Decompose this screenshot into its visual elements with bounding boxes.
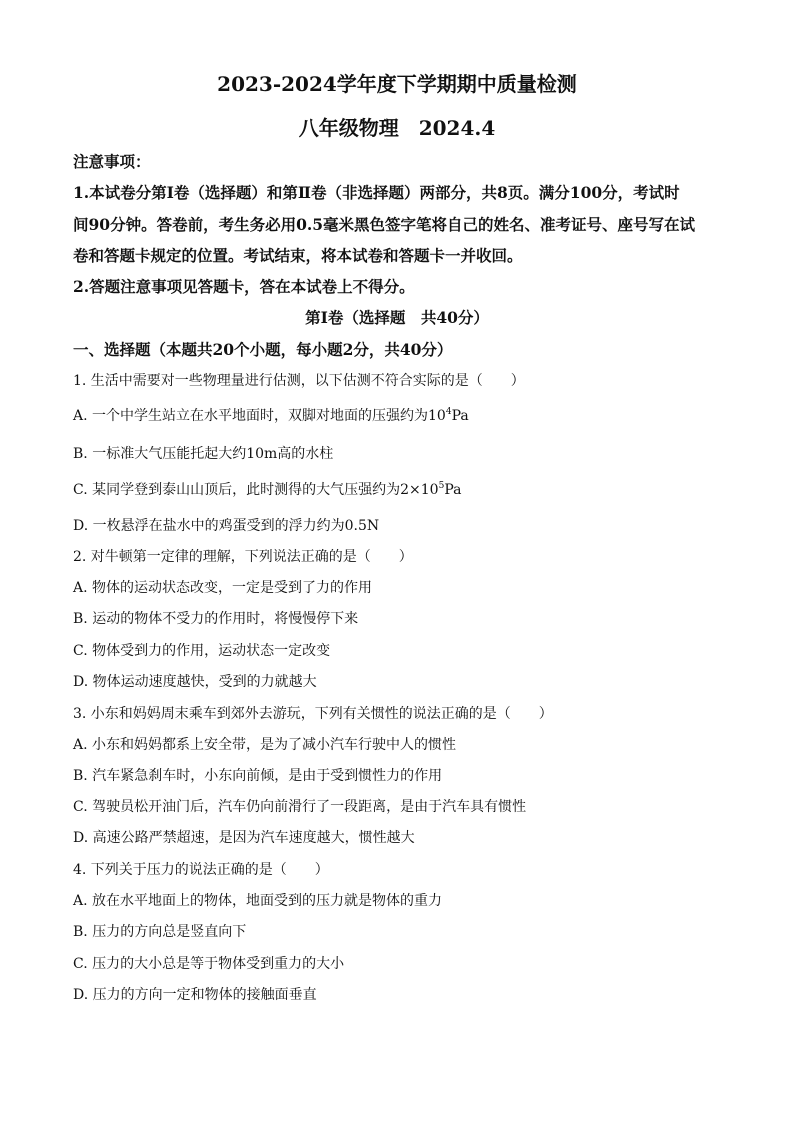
question-3-stem: 3. 小东和妈妈周末乘车到郊外去游玩，下列有关惯性的说法正确的是（ ） bbox=[73, 706, 553, 722]
exam-title: 2023-2024学年度下学期期中质量检测 bbox=[217, 72, 577, 96]
question-1-option-a bbox=[73, 405, 469, 425]
question-2-option-b: B. 运动的物体不受力的作用时，将慢慢停下来 bbox=[73, 611, 359, 627]
question-4-stem: 4. 下列关于压力的说法正确的是（ ） bbox=[73, 862, 329, 878]
question-1-option-d: D. 一枚悬浮在盐水中的鸡蛋受到的浮力约为0.5N bbox=[73, 518, 380, 534]
exam-subtitle: 八年级物理 2024.4 bbox=[298, 116, 496, 140]
question-2-option-a: A. 物体的运动状态改变，一定是受到了力的作用 bbox=[73, 580, 373, 596]
unit: Pa bbox=[444, 482, 462, 498]
question-3-option-d: D. 高速公路严禁超速，是因为汽车速度越大，惯性越大 bbox=[73, 830, 415, 846]
notice-item-1-line-1: 1.本试卷分第Ⅰ卷（选择题）和第Ⅱ卷（非选择题）两部分，共8页。满分100分，考试时 bbox=[73, 183, 680, 202]
notice-item-1-line-3: 卷和答题卡规定的位置。考试结束，将本试卷和答题卡一并收回。 bbox=[73, 246, 523, 265]
question-1-option-c bbox=[73, 479, 461, 499]
question-3-option-a: A. 小东和妈妈都系上安全带，是为了减小汽车行驶中人的惯性 bbox=[73, 737, 457, 753]
part-1-title: 第Ⅰ卷（选择题 共40分） bbox=[305, 308, 489, 327]
question-4-option-d: D. 压力的方向一定和物体的接触面垂直 bbox=[73, 987, 317, 1003]
exponent: 4 bbox=[445, 407, 452, 417]
question-2-option-d: D. 物体运动速度越快，受到的力就越大 bbox=[73, 674, 317, 690]
exponent: 5 bbox=[438, 481, 445, 491]
question-3-option-b: B. 汽车紧急刹车时，小东向前倾，是由于受到惯性力的作用 bbox=[73, 768, 443, 784]
question-1-stem: 1. 生活中需要对一些物理量进行估测，以下估测不符合实际的是（ ） bbox=[73, 373, 525, 389]
section-title: 一、选择题（本题共20个小题，每小题2分，共40分） bbox=[73, 340, 453, 359]
notice-item-2: 2.答题注意事项见答题卡，答在本试卷上不得分。 bbox=[73, 277, 415, 296]
question-2-stem: 2. 对牛顿第一定律的理解，下列说法正确的是（ ） bbox=[73, 549, 413, 565]
notice-item-1-line-2: 间90分钟。答卷前，考生务必用0.5毫米黑色签字笔将自己的姓名、准考证号、座号写在试 bbox=[73, 215, 696, 234]
notice-heading: 注意事项： bbox=[73, 152, 151, 171]
question-3-option-c: C. 驾驶员松开油门后，汽车仍向前滑行了一段距离，是由于汽车具有惯性 bbox=[73, 799, 527, 815]
question-4-option-a: A. 放在水平地面上的物体，地面受到的压力就是物体的重力 bbox=[73, 893, 443, 909]
question-4-option-b: B. 压力的方向总是竖直向下 bbox=[73, 924, 247, 940]
question-1-option-b: B. 一标准大气压能托起大约10m高的水柱 bbox=[73, 446, 334, 462]
option-c-text: C. 某同学登到泰山山顶后，此时测得的大气压强约为2×10 bbox=[73, 482, 439, 498]
option-a-text: A. 一个中学生站立在水平地面时，双脚对地面的压强约为10 bbox=[73, 408, 446, 424]
question-2-option-c: C. 物体受到力的作用，运动状态一定改变 bbox=[73, 643, 331, 659]
question-4-option-c: C. 压力的大小总是等于物体受到重力的大小 bbox=[73, 956, 345, 972]
unit: Pa bbox=[451, 408, 469, 424]
